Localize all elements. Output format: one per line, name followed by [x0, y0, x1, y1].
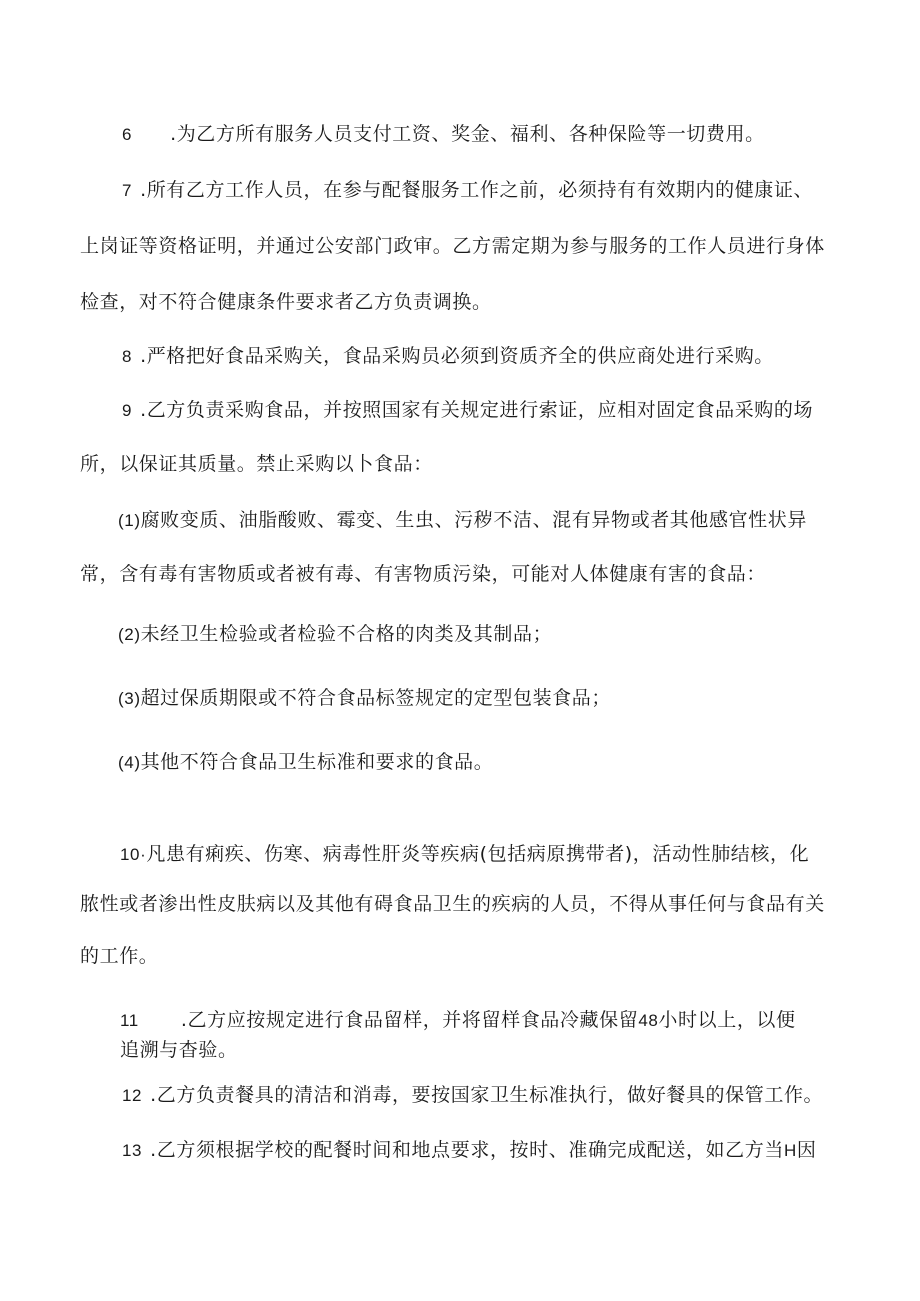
subitem-3-label: (3) [118, 689, 141, 708]
subitem-4-text: 其他不符合食品卫生标准和要求的食品。 [140, 751, 494, 773]
item-11-text-1b: 小时以上，以便 [658, 1009, 796, 1031]
item-8-line [122, 344, 774, 369]
item-9-line-1 [122, 398, 813, 423]
item-13-line-1 [122, 1138, 816, 1163]
subitem-3-line [118, 686, 611, 711]
item-7-line-1 [122, 178, 813, 203]
item-11-hours: 48 [638, 1011, 659, 1030]
item-10-line-3: 的工作。 [80, 945, 159, 967]
subitem-2-line [118, 622, 552, 647]
item-6-text: .为乙方所有服务人员支付工资、奖金、福利、各种保险等一切费用。 [170, 123, 765, 145]
subitem-2-label: (2) [118, 625, 141, 644]
item-6-line [122, 122, 765, 147]
item-10-line-2: 脓性或者渗出性皮肤病以及其他有碍食品卫生的疾病的人员，不得从事任何与食品有关 [80, 893, 825, 915]
subitem-2-text: 未经卫生检验或者检验不合格的肉类及其制品； [140, 623, 553, 645]
item-12-text: .乙方负责餐具的清洁和消毒，要按国家卫生标准执行，做好餐具的保管工作。 [150, 1084, 824, 1106]
item-8-number: 8 [122, 347, 133, 366]
subitem-1-line-1 [118, 508, 807, 533]
subitem-1-label: (1) [118, 511, 141, 530]
item-13-text-1a: .乙方须根据学校的配餐时间和地点要求，按时、准确完成配送，如乙方当 [150, 1139, 784, 1161]
item-13-text-1b: 因 [796, 1139, 817, 1161]
item-11-text-1a: .乙方应按规定进行食品留样，并将留样食品冷藏保留 [180, 1009, 639, 1031]
subitem-3-text: 超过保质期限或不符合食品标签规定的定型包装食品； [140, 687, 611, 709]
item-11-number: 11 [120, 1011, 139, 1030]
item-9-line-2: 所，以保证其质量。禁止采购以卜食品： [80, 453, 433, 475]
item-7-line-2: 上岗证等资格证明，并通过公安部门政审。乙方需定期为参与服务的工作人员进行身体 [80, 235, 825, 257]
item-6-number: 6 [122, 125, 133, 144]
subitem-4-line [118, 750, 493, 775]
item-10-number: 10· [120, 845, 147, 864]
item-10-text-1: 凡患有痢疾、伤寒、病毒性肝炎等疾病(包括病原携带者)，活动性肺结核，化 [146, 843, 810, 865]
item-8-text: .严格把好食品采购关，食品采购员必须到资质齐全的供应商处进行采购。 [140, 345, 774, 367]
item-7-number: 7 [122, 181, 133, 200]
item-7-line-3: 检查，对不符合健康条件要求者乙方负责调换。 [80, 291, 492, 313]
item-9-text-1: .乙方负责采购食品，并按照国家有关规定进行索证，应相对固定食品采购的场 [140, 399, 814, 421]
item-12-number: 12 [122, 1086, 143, 1105]
item-11-line-1 [120, 1008, 796, 1033]
item-11-line-2: 追溯与杳验。 [120, 1039, 238, 1061]
item-7-text-1: .所有乙方工作人员，在参与配餐服务工作之前，必须持有有效期内的健康证、 [140, 179, 814, 201]
item-12-line [122, 1083, 823, 1108]
item-13-char-h: H [783, 1141, 797, 1160]
item-9-number: 9 [122, 401, 133, 420]
subitem-4-label: (4) [118, 753, 141, 772]
subitem-1-text-1: 腐败变质、油脂酸败、霉变、生虫、污秽不洁、混有异物或者其他感官性状异 [140, 509, 807, 531]
subitem-1-line-2: 常，含有毒有害物质或者被有毒、有害物质污染，可能对人体健康有害的食品： [80, 563, 767, 585]
item-10-line-1 [120, 842, 809, 867]
item-13-number: 13 [122, 1141, 143, 1160]
